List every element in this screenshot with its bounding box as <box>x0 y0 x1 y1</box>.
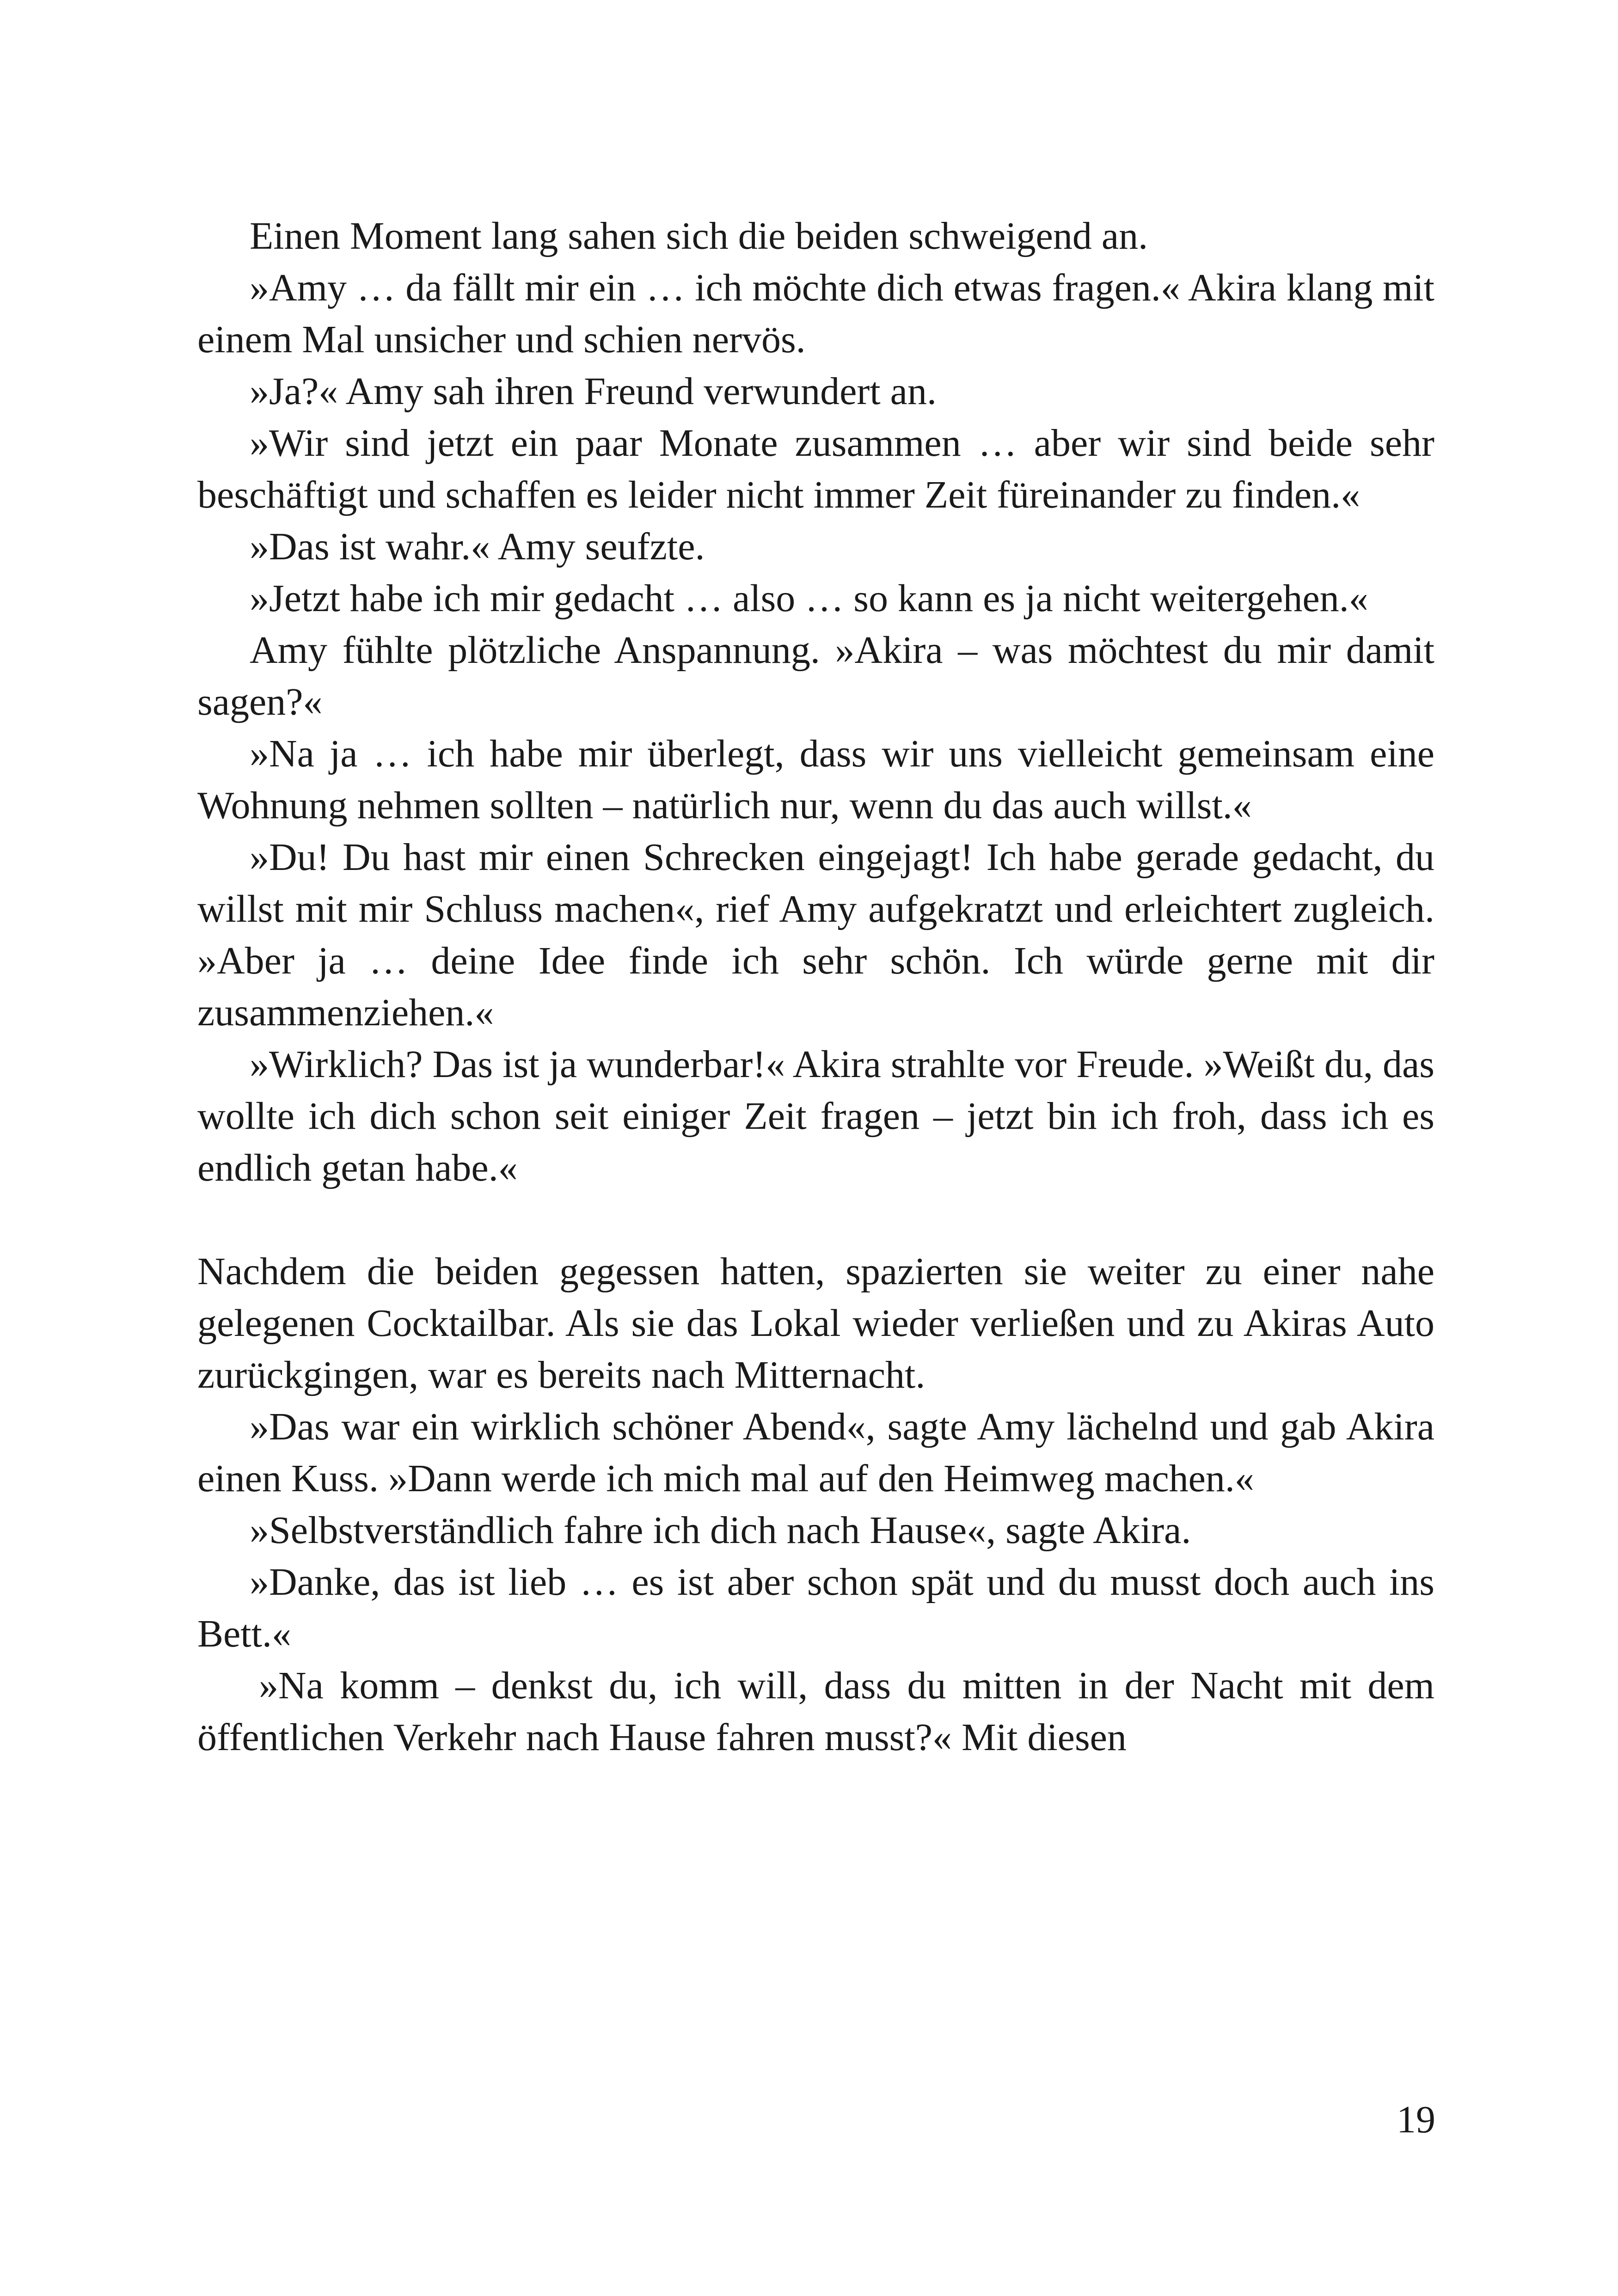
paragraph: »Na komm – denkst du, ich will, dass du mitten in der Nacht mit dem öffentlichen Verkehr nach Hause fahren musst?« Mit diesen <box>197 1664 1434 1759</box>
paragraph: Nachdem die beiden gegessen hatten, spazierten sie weiter zu einer nahe gelegenen Cocktailbar. Als sie das Lokal wieder verließen und zu Akiras Auto zurückgingen, war es bereits nach Mitternacht. <box>197 1250 1434 1396</box>
paragraph: »Wir sind jetzt ein paar Monate zusammen … aber wir sind beide sehr beschäftigt und schaffen es leider nicht immer Zeit füreinander zu finden.« <box>197 422 1434 516</box>
paragraph: »Danke, das ist lieb … es ist aber schon spät und du musst doch auch ins Bett.« <box>197 1561 1434 1655</box>
paragraph: »Ja?« Amy sah ihren Freund verwundert an. <box>250 370 937 413</box>
paragraph: »Amy … da fällt mir ein … ich möchte dich etwas fragen.« Akira klang mit einem Mal unsicher und schien nervös. <box>197 266 1434 361</box>
body-text <box>197 210 1434 1763</box>
paragraph: »Du! Du hast mir einen Schrecken eingejagt! Ich habe gerade gedacht, du willst mit mir Schluss machen«, rief Amy aufgekratzt und erleichtert zugleich. »Aber ja … deine Idee finde ich sehr schön. Ich würde gerne mit dir zusammenziehen.« <box>197 836 1434 1034</box>
section-break <box>197 1194 1434 1246</box>
paragraph: »Das war ein wirklich schöner Abend«, sagte Amy lächelnd und gab Akira einen Kuss. »Dann werde ich mich mal auf den Heimweg machen.« <box>197 1405 1434 1500</box>
paragraph: »Wirklich? Das ist ja wunderbar!« Akira strahlte vor Freude. »Weißt du, das wollte ich dich schon seit einiger Zeit fragen – jetzt bin ich froh, dass ich es endlich getan habe.« <box>197 1043 1434 1189</box>
paragraph: »Na ja … ich habe mir überlegt, dass wir uns vielleicht gemeinsam eine Wohnung nehmen sollten – natürlich nur, wenn du das auch willst.« <box>197 732 1434 827</box>
page-number: 19 <box>1397 2098 1435 2141</box>
paragraph: »Jetzt habe ich mir gedacht … also … so kann es ja nicht weitergehen.« <box>250 577 1368 620</box>
paragraph: Einen Moment lang sahen sich die beiden schweigend an. <box>250 214 1148 257</box>
paragraph: »Selbstverständlich fahre ich dich nach Hause«, sagte Akira. <box>250 1509 1191 1552</box>
paragraph: Amy fühlte plötzliche Anspannung. »Akira – was möchtest du mir damit sagen?« <box>197 629 1434 723</box>
paragraph: »Das ist wahr.« Amy seufzte. <box>250 525 705 568</box>
